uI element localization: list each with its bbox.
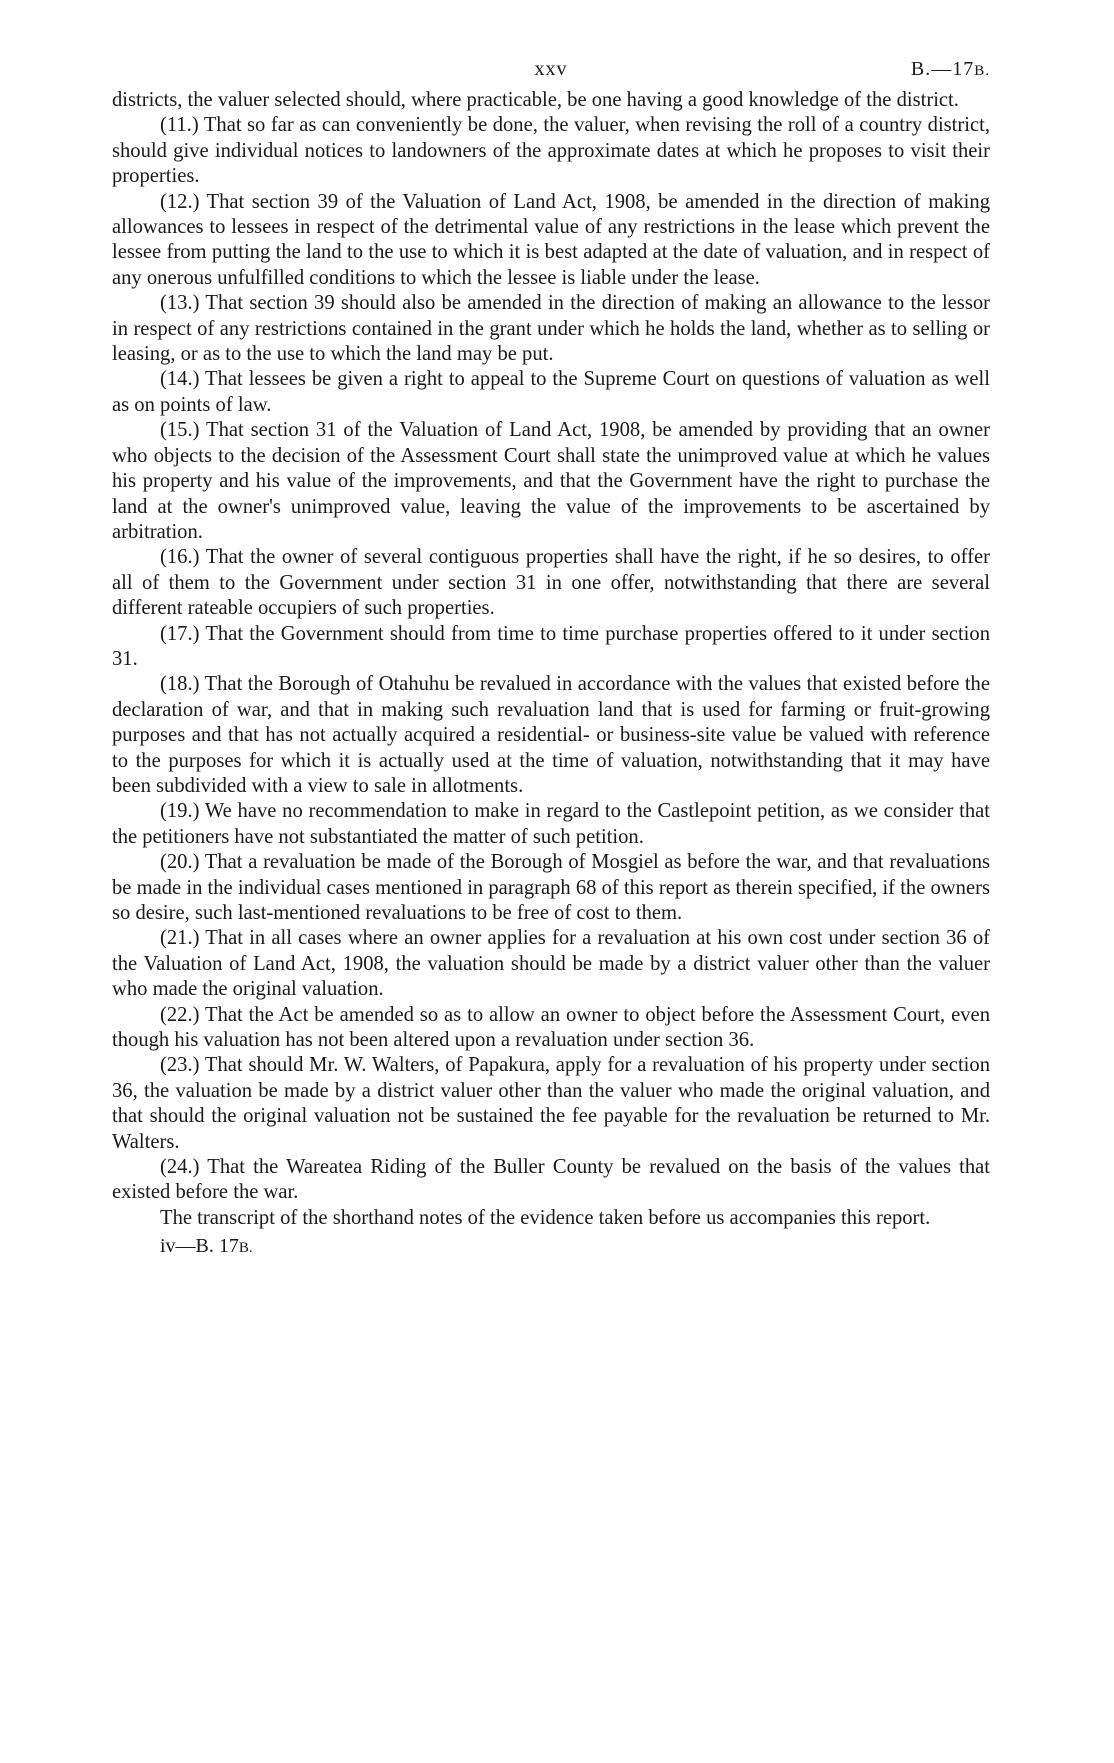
page-number: xxv — [534, 58, 568, 80]
recommendation-20: (20.) That a revaluation be made of the Borough of Mosgiel as before the war, and that revaluations be made in the individual cases mentioned in paragraph 68 of this report as therein specified, if the owners so desire, such last-mentioned revaluations to be free of cost to them. — [112, 851, 990, 924]
recommendation-22: (22.) That the Act be amended so as to allow an owner to object before the Assessment Court, even though his valuation has not been altered upon a revaluation under section 36. — [112, 1003, 990, 1052]
recommendation-16: (16.) That the owner of several contiguous properties shall have the right, if he so desires, to offer all of them to the Government under section 31 in one offer, notwithstanding that there are several different rateable occupiers of such properties. — [112, 546, 990, 620]
closing-paragraph: The transcript of the shorthand notes of the evidence taken before us accompanies this report. — [160, 1206, 931, 1229]
signature-mark-suffix: B. — [238, 1240, 253, 1257]
recommendation-19: (19.) We have no recommendation to make in regard to the Castlepoint petition, as we consider that the petitioners have not substantiated the matter of such petition. — [112, 800, 990, 848]
document-reference-main: B.—17 — [910, 58, 975, 80]
recommendation-13: (13.) That section 39 should also be amended in the direction of making an allowance to the lessor in respect of any restrictions contained in the grant under which he holds the land, whether as to selling or leasing, or as to the use to which the land may be put. — [112, 292, 990, 366]
document-reference — [911, 58, 990, 81]
recommendation-12: (12.) That section 39 of the Valuation of Land Act, 1908, be amended in the direction of making allowances to lessees in respect of the detrimental value of any restrictions in the lease which prevent the lessee from putting the land to the use to which it is best adapted at the date of valuation, and in respect of any onerous unfulfilled conditions to which the lessee is liable under the lease. — [112, 190, 990, 289]
recommendation-11: (11.) That so far as can conveniently be done, the valuer, when revising the roll of a country district, should give individual notices to landowners of the approximate dates at which he proposes to visit their properties. — [112, 114, 990, 188]
signature-mark — [160, 1235, 990, 1258]
recommendation-14: (14.) That lessees be given a right to appeal to the Supreme Court on questions of valuation as well as on points of law. — [112, 368, 990, 416]
paragraph-continuation: districts, the valuer selected should, where practicable, be one having a good knowledge of the district. — [112, 89, 959, 111]
body-text — [112, 88, 990, 1231]
page-header — [112, 58, 990, 88]
recommendation-18: (18.) That the Borough of Otahuhu be revalued in accordance with the values that existed before the declaration of war, and that in making such revaluation land that is used for farming or fruit-growing purposes and that has not actually acquired a residential- or business-site value be valued with reference to the purposes for which it is actually used at the time of valuation, notwithstanding that it may have been subdivided with a view to sale in allotments. — [112, 673, 990, 797]
recommendation-15: (15.) That section 31 of the Valuation of Land Act, 1908, be amended by providing that an owner who objects to the decision of the Assessment Court shall state the unimproved value at which he values his property and his value of the improvements, and that the Government have the right to purchase the land at the owner's unimproved value, leaving the value of the improvements to be ascertained by arbitration. — [112, 419, 990, 543]
recommendation-21: (21.) That in all cases where an owner applies for a revaluation at his own cost under section 36 of the Valuation of Land Act, 1908, the valuation should be made by a district valuer other than the valuer who made the original valuation. — [112, 927, 990, 1001]
document-page — [112, 58, 990, 1258]
recommendation-17: (17.) That the Government should from time to time purchase properties offered to it under section 31. — [112, 622, 990, 670]
document-reference-suffix: B. — [974, 63, 990, 79]
signature-mark-main: iv—B. 17 — [160, 1235, 239, 1258]
recommendation-23: (23.) That should Mr. W. Walters, of Papakura, apply for a revaluation of his property under section 36, the valuation be made by a district valuer other than the valuer who made the original valuation, and that should the original valuation not be sustained the fee payable for the revaluation be returned to Mr. Walters. — [112, 1054, 990, 1153]
recommendation-24: (24.) That the Wareatea Riding of the Buller County be revalued on the basis of the values that existed before the war. — [112, 1156, 990, 1204]
